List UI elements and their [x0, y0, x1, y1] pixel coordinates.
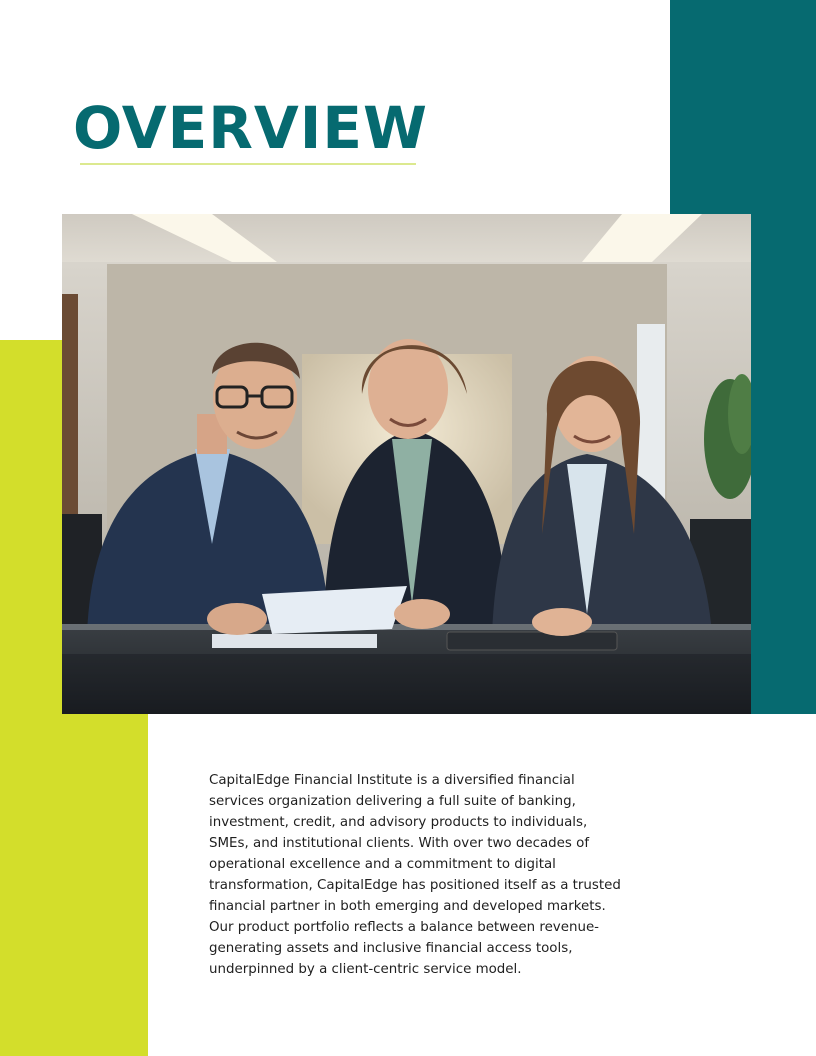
team-photo	[62, 214, 751, 714]
page-title: OVERVIEW	[73, 94, 428, 162]
title-underline	[80, 163, 416, 165]
overview-body-text: CapitalEdge Financial Institute is a diversified financial services organization delivering a full suite of banking, investment, credit, and advisory products to individuals, SMEs, and institutional clients. With over two decades of operational excellence and a commitment to digital transformation, CapitalEdge has positioned itself as a trusted financial partner in both emerging and developed markets. Our product portfolio reflects a balance between revenue-generating assets and inclusive financial access tools, underpinned by a client-centric service model.	[209, 773, 621, 977]
